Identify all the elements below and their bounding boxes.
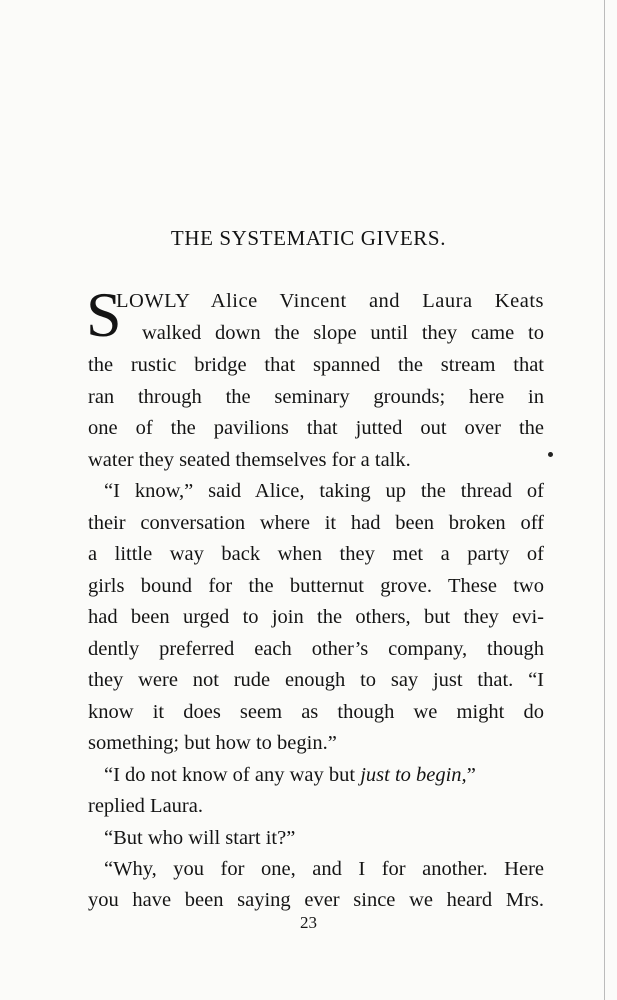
text-line: “I know,” said Alice, taking up the thread of <box>104 480 544 502</box>
text-line: ran through the seminary grounds; here in <box>88 386 544 408</box>
text-line: dently preferred each other’s company, though <box>88 638 544 660</box>
text-line: replied Laura. <box>88 795 203 817</box>
text-line: had been urged to join the others, but they evi- <box>88 606 544 628</box>
text-line: something; but how to begin.” <box>88 732 337 754</box>
italic-phrase: just to begin, <box>360 764 467 786</box>
text-line: one of the pavilions that jutted out over the <box>88 417 544 439</box>
text-line: water they seated themselves for a talk. <box>88 449 411 471</box>
text-line: their conversation where it had been broken off <box>88 512 544 534</box>
text-line: you have been saying ever since we heard Mrs. <box>88 889 544 911</box>
text-line: know it does seem as though we might do <box>88 701 544 723</box>
page-number: 23 <box>300 913 317 932</box>
text-line: girls bound for the butternut grove. These two <box>88 575 544 597</box>
drop-cap: S <box>86 279 122 350</box>
closing-quote: ” <box>466 764 476 786</box>
text-line: a little way back when they met a party of <box>88 543 544 565</box>
ink-speck <box>548 452 553 457</box>
text-segment: “I do not know of any way but <box>104 764 356 786</box>
text-line: “Why, you for one, and I for another. Here <box>104 858 544 880</box>
text-line: they were not rude enough to say just that. “I <box>88 669 544 691</box>
text-line: LOWLY Alice Vincent and Laura Keats <box>116 290 544 312</box>
text-line: “But who will start it?” <box>104 827 296 849</box>
chapter-title: THE SYSTEMATIC GIVERS. <box>170 226 447 250</box>
text-line-with-italic <box>104 762 544 788</box>
text-line: walked down the slope until they came to <box>142 322 544 344</box>
text-line: the rustic bridge that spanned the stream that <box>88 354 544 376</box>
page-edge <box>604 0 605 1000</box>
